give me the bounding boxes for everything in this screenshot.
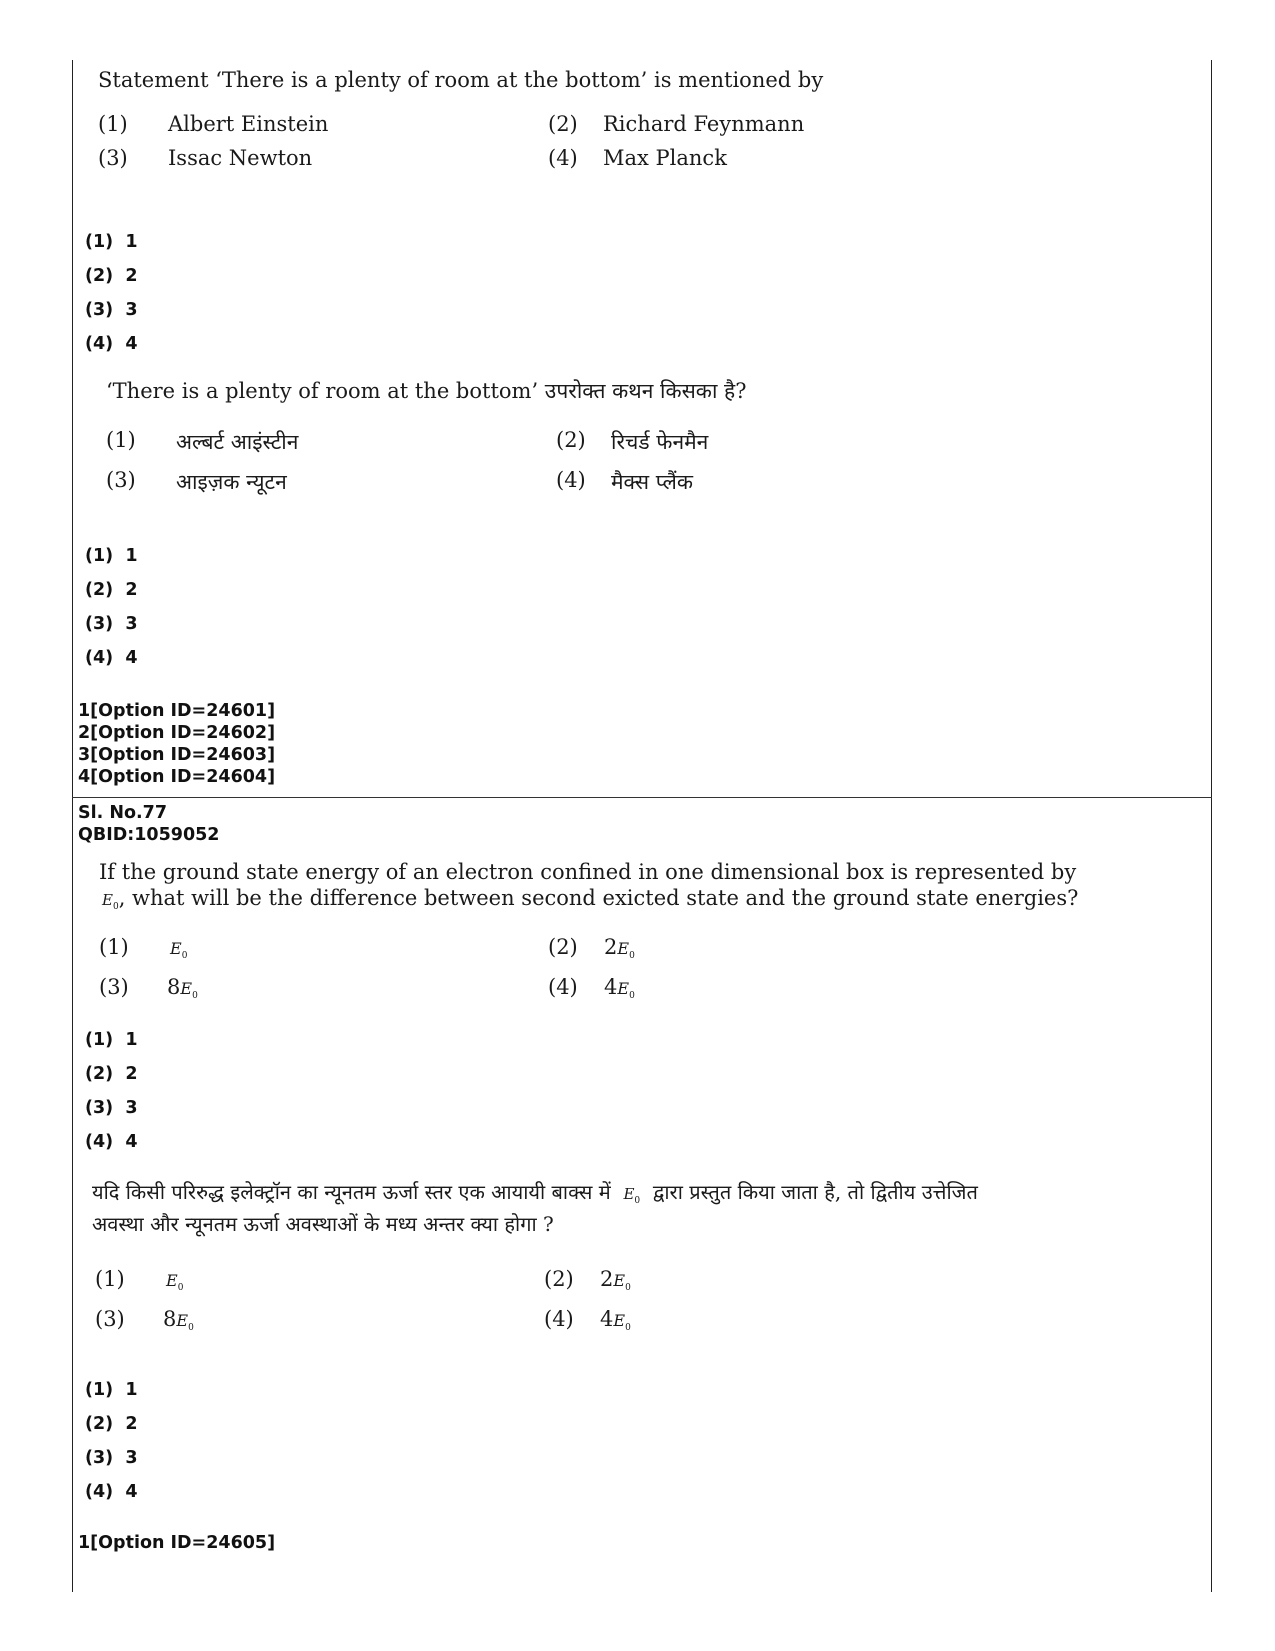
answer-choice[interactable]: (4) 4 <box>85 648 138 668</box>
q2-hi-option-expr: 2E0 <box>600 1267 631 1293</box>
q1-en-option-text: Albert Einstein <box>168 112 329 136</box>
q1-en-option-num: (1) <box>98 112 128 136</box>
q2-en-option-num: (2) <box>548 935 578 959</box>
q1-en-option-num: (4) <box>548 146 578 170</box>
option-id-list <box>78 1532 275 1554</box>
qbid: QBID:1059052 <box>78 825 220 845</box>
q1-hi-option-text: रिचर्ड फेनमैन <box>611 430 709 454</box>
q2-en-option-num: (1) <box>99 935 129 959</box>
q2-en-option-expr: 2E0 <box>604 935 635 961</box>
q2-en-option-num: (3) <box>99 975 129 999</box>
answer-choice[interactable]: (1) 1 <box>85 1380 138 1400</box>
q1-hi-option-num: (3) <box>106 468 136 492</box>
option-id-list <box>78 700 275 788</box>
q2-en-option-expr: 8E0 <box>167 975 198 1001</box>
question-statement-en: Statement ‘There is a plenty of room at the bottom’ is mentioned by <box>98 68 824 92</box>
q2-hi-option-expr: 4E0 <box>600 1307 631 1333</box>
answer-choice[interactable]: (3) 3 <box>85 300 138 320</box>
question-text-hi-line1: यदि किसी परिरुद्ध इलेक्ट्रॉन का न्यूनतम ऊर्जा स्तर एक आयायी बाक्स में $E_0$ द्वारा प्रस्तुत किया जाता है, तो द्वितीय उत्तेजित <box>92 1180 978 1206</box>
q1-hi-option-text: मैक्स प्लैंक <box>611 470 693 494</box>
answer-choice[interactable]: (1) 1 <box>85 232 138 252</box>
answer-choice[interactable]: (2) 2 <box>85 1064 138 1084</box>
q1-hi-option-text: आइज़क न्यूटन <box>176 470 287 494</box>
question-statement-hi: ‘There is a plenty of room at the bottom’ उपरोक्त कथन किसका है? <box>106 379 747 403</box>
q1-hi-option-num: (2) <box>556 428 586 452</box>
question-text-en-line2: E0, what will be the difference between second exicted state and the ground state energies? <box>102 886 1079 912</box>
answer-choice[interactable]: (2) 2 <box>85 580 138 600</box>
q1-hi-option-text: अल्बर्ट आइंस्टीन <box>176 430 299 454</box>
question-text-hi-line2: अवस्था और न्यूनतम ऊर्जा अवस्थाओं के मध्य अन्तर क्या होगा ? <box>92 1212 554 1236</box>
q2-hi-option-num: (4) <box>544 1307 574 1331</box>
answer-choice[interactable]: (3) 3 <box>85 1098 138 1118</box>
q1-en-option-num: (2) <box>548 112 578 136</box>
option-id: 3[Option ID=24603] <box>78 745 276 765</box>
q2-en-option-num: (4) <box>548 975 578 999</box>
answer-choice[interactable]: (4) 4 <box>85 1132 138 1152</box>
q2-hi-option-num: (2) <box>544 1267 574 1291</box>
answer-choice[interactable]: (4) 4 <box>85 334 138 354</box>
q1-en-option-text: Richard Feynmann <box>603 112 805 136</box>
answer-choice[interactable]: (3) 3 <box>85 1448 138 1468</box>
answer-choice[interactable]: (2) 2 <box>85 1414 138 1434</box>
q2-hi-option-expr: E0 <box>166 1271 184 1293</box>
option-id: 4[Option ID=24604] <box>78 767 276 787</box>
q2-en-option-expr: E0 <box>170 939 188 961</box>
question-divider <box>72 797 1212 798</box>
q1-en-option-text: Max Planck <box>603 146 727 170</box>
q2-en-option-expr: 4E0 <box>604 975 635 1001</box>
q1-hi-option-num: (4) <box>556 468 586 492</box>
q2-hi-option-num: (1) <box>95 1267 125 1291</box>
question-text-en-line1: If the ground state energy of an electron confined in one dimensional box is represented by <box>99 860 1077 884</box>
option-id: 1[Option ID=24601] <box>78 701 276 721</box>
q2-hi-option-num: (3) <box>95 1307 125 1331</box>
question-header <box>78 802 220 846</box>
q1-hi-option-num: (1) <box>106 428 136 452</box>
serial-number: Sl. No.77 <box>78 803 168 823</box>
q1-en-option-text: Issac Newton <box>168 146 313 170</box>
answer-choice[interactable]: (1) 1 <box>85 1030 138 1050</box>
answer-choice[interactable]: (3) 3 <box>85 614 138 634</box>
answer-choice[interactable]: (1) 1 <box>85 546 138 566</box>
answer-choice[interactable]: (4) 4 <box>85 1482 138 1502</box>
answer-choice[interactable]: (2) 2 <box>85 266 138 286</box>
page-frame <box>72 60 1212 1592</box>
q2-hi-option-expr: 8E0 <box>163 1307 194 1333</box>
q1-en-option-num: (3) <box>98 146 128 170</box>
option-id: 2[Option ID=24602] <box>78 723 276 743</box>
option-id: 1[Option ID=24605] <box>78 1533 276 1553</box>
